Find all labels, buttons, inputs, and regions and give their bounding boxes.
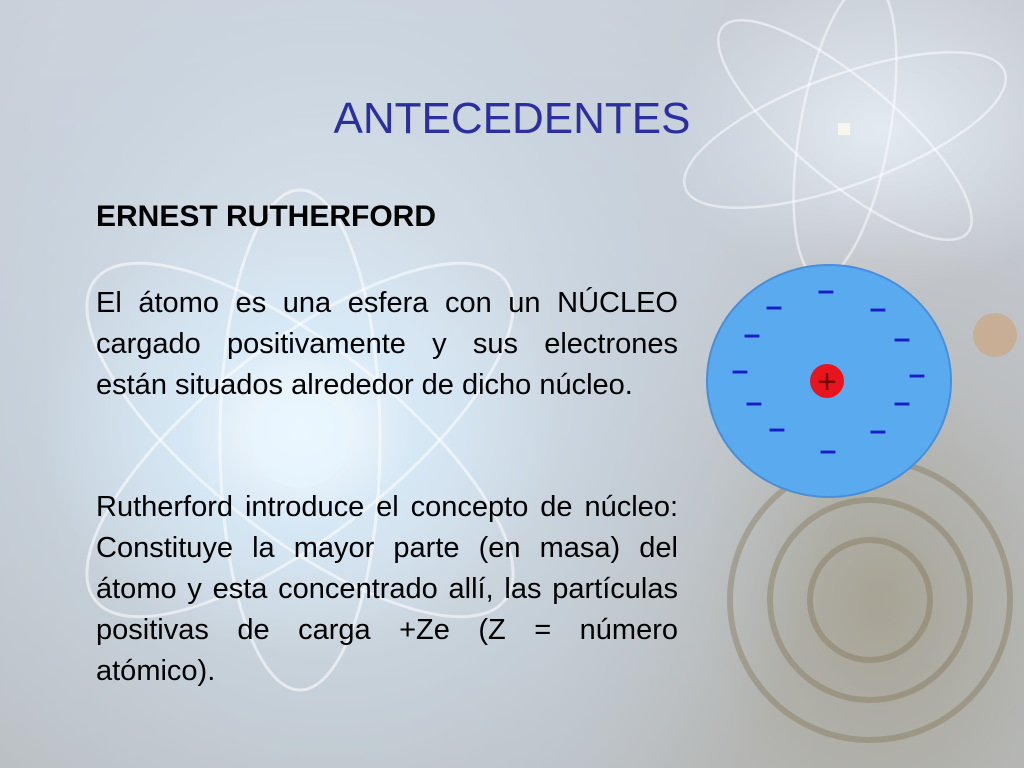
electron-sign: – (893, 322, 911, 355)
slide-title: ANTECEDENTES (333, 94, 691, 143)
electron-sign: – (869, 292, 887, 325)
electron-sign: – (819, 434, 837, 467)
rutherford-atom-diagram (700, 260, 960, 502)
section-heading: ERNEST RUTHERFORD (96, 200, 437, 233)
electron-sign: – (908, 358, 926, 391)
electron-sign: – (731, 354, 749, 387)
electron-sign: – (745, 386, 763, 419)
electron-sign: – (869, 414, 887, 447)
nucleus-sign: + (817, 363, 837, 401)
electron-sign: – (743, 318, 761, 351)
paragraph-nucleus-concept: Rutherford introduce el concepto de núcleo: Constituye la mayor parte (en masa) del átomo y esta concentrado allí, las partículas positivas de carga +Ze (Z = número atómico). (96, 491, 678, 687)
electron-sign: – (817, 274, 835, 307)
electron-sign: – (768, 412, 786, 445)
paragraph-nucleus-definition: El átomo es una esfera con un NÚCLEO cargado positivamente y sus electrones están situados alrededor de dicho núcleo. (96, 287, 678, 401)
electron-sign: – (765, 290, 783, 323)
electron-sign: – (893, 386, 911, 419)
